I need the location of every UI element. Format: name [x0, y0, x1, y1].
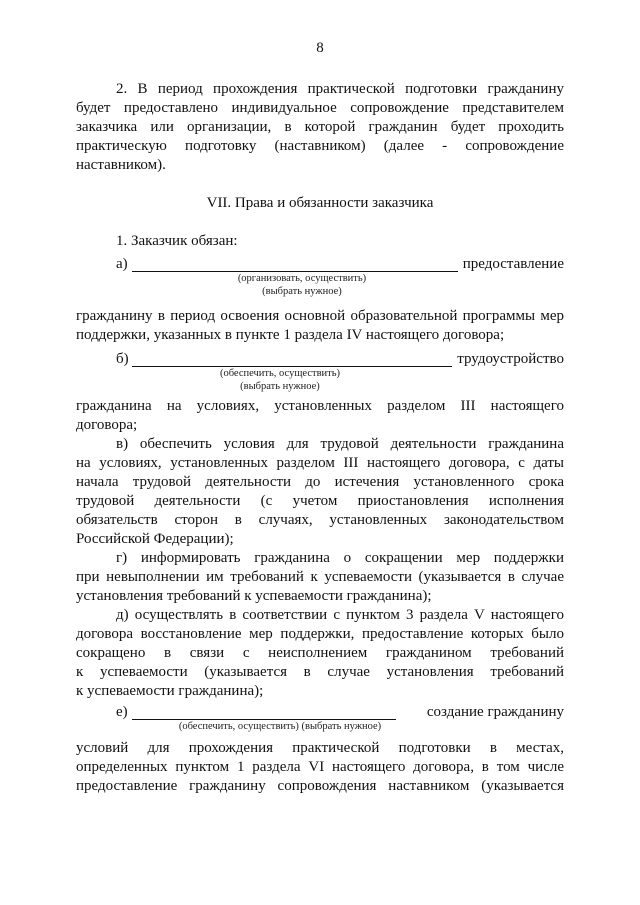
text-line: 1. Заказчик обязан:: [116, 233, 238, 249]
item-a-tail: предоставление: [462, 256, 564, 272]
text-line: наставником).: [76, 157, 166, 173]
text-line: обязательств сторон в случаях, установленных законодательством: [76, 512, 564, 528]
text-line: на условиях, установленных разделом III настоящего договора, с даты: [76, 455, 564, 471]
section-heading: VII. Права и обязанности заказчика: [206, 195, 434, 211]
paragraph-2: [76, 80, 564, 175]
text-line: предоставление гражданину сопровождения наставником (указывается: [76, 778, 564, 794]
item-b-hint-1: (обеспечить, осуществить): [219, 368, 341, 379]
text-line: г) информировать гражданина о сокращении мер поддержки: [116, 550, 564, 566]
text-line: трудовой деятельности (с учетом приостановления исполнения: [76, 493, 564, 509]
text-line: будет предоставлено индивидуальное сопровождение представителем: [76, 100, 564, 116]
text-line: гражданину в период освоения основной образовательной программы мер: [76, 308, 564, 324]
text-line: 2. В период прохождения практической подготовки гражданину: [116, 81, 564, 97]
item-a-blank-field[interactable]: [132, 255, 458, 272]
item-a-hint-1: (организовать, осуществить): [237, 273, 367, 284]
item-b-blank-field[interactable]: [132, 350, 452, 367]
page-number: 8: [316, 40, 324, 56]
text-line: заказчика или организации, в которой гражданин будет проходить: [76, 119, 564, 135]
text-line: условий для прохождения практической подготовки в местах,: [76, 740, 564, 756]
text-line: практическую подготовку (наставником) (далее - сопровождение: [76, 138, 564, 154]
item-e-tail: создание гражданину: [426, 704, 564, 720]
text-line: д) осуществлять в соответствии с пунктом 3 раздела V настоящего: [116, 607, 564, 623]
text-line: гражданина на условиях, установленных разделом III настоящего: [76, 398, 564, 414]
item-b-hint-2: (выбрать нужное): [240, 381, 320, 392]
item-a-text: [76, 307, 564, 345]
text-line: договора восстановление мер поддержки, предоставление которых было: [76, 626, 564, 642]
item-g-text: [76, 549, 564, 606]
text-line: в) обеспечить условия для трудовой деятельности гражданина: [116, 436, 564, 452]
item-a-label: а): [116, 256, 128, 272]
item-e-label: е): [116, 704, 128, 720]
text-line: определенных пунктом 1 раздела VI настоящего договора, в том числе: [76, 759, 564, 775]
item-e-blank-field[interactable]: [132, 703, 396, 720]
text-line: при невыполнении им требований к успеваемости (указывается в случае: [76, 569, 564, 585]
text-line: установления требований к успеваемости гражданина);: [76, 588, 432, 604]
item-b-text: [76, 397, 564, 435]
text-line: поддержки, указанных в пункте 1 раздела IV настоящего договора;: [76, 327, 505, 343]
text-line: начала трудовой деятельности до истечения установленного срока: [76, 474, 564, 490]
item-b-tail: трудоустройство: [457, 351, 564, 367]
text-line: договора;: [76, 417, 138, 433]
item-b-label: б): [116, 351, 129, 367]
obligation-intro: [76, 232, 564, 251]
item-e-hint: (обеспечить, осуществить) (выбрать нужное): [178, 721, 382, 732]
text-line: сокращено в связи с неисполнением гражданином требований: [76, 645, 564, 661]
text-line: к успеваемости гражданина);: [76, 683, 264, 699]
text-line: к успеваемости (указывается в случае установления требований: [76, 664, 564, 680]
text-line: Российской Федерации);: [76, 531, 234, 547]
item-a-hint-2: (выбрать нужное): [262, 286, 342, 297]
item-v-text: [76, 435, 564, 549]
item-e-text: [76, 739, 564, 796]
item-d-text: [76, 606, 564, 701]
